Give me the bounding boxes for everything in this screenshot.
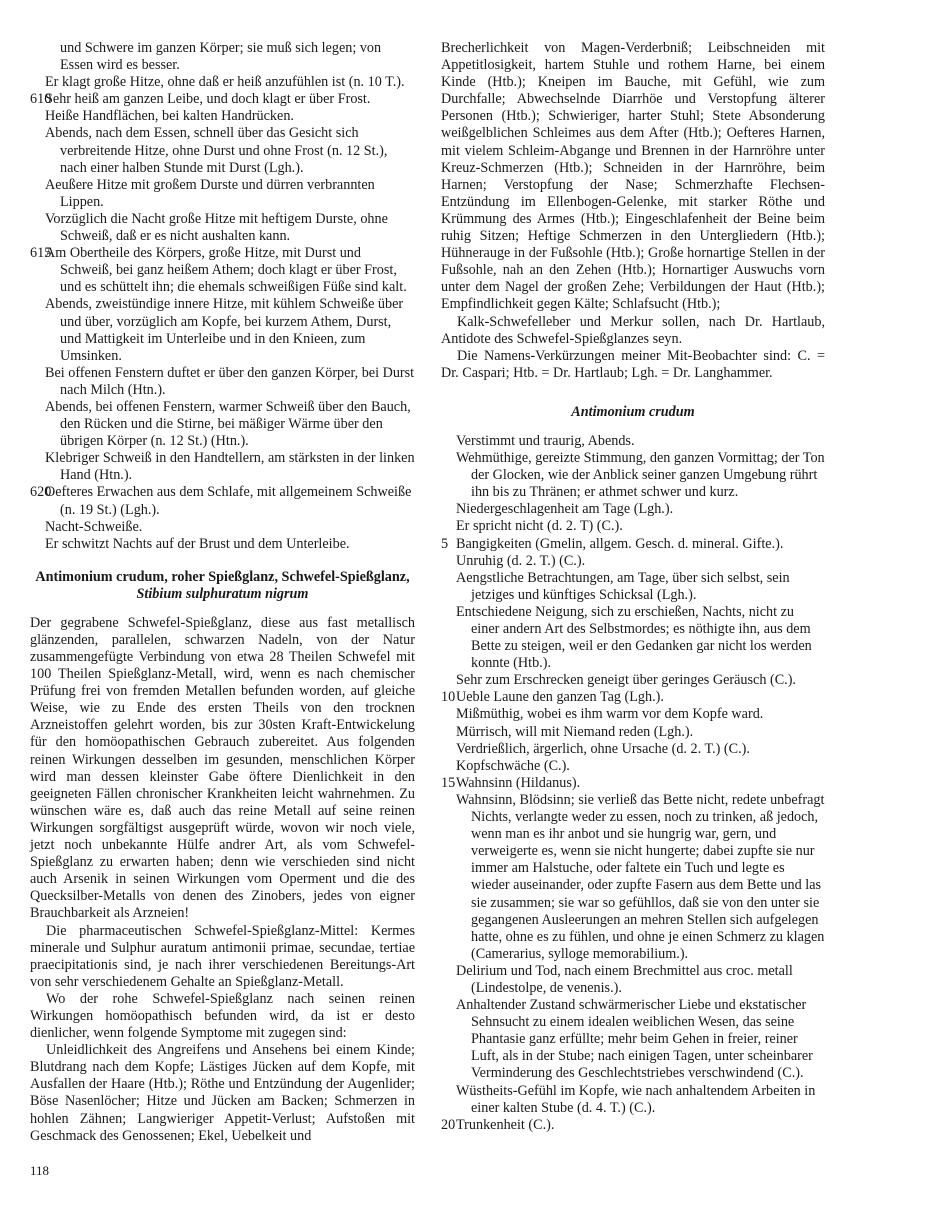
- paragraph: Unleidlichkeit des Angreifens und Ansehens bei einem Kinde; Blutdrang nach dem Kopfe; Lästiges Jücken auf dem Kopfe, mit Ausfallen der Haare (Htb.); Röthe und Entzündung der Augenlider; Böse Nasenlöcher; Hitze und Jücken am Backen; Schmerzen in hohlen Zähnen; Langwieriger Appetit-Verlust; Aufstoßen mit Geschmack des Genossenen; Ekel, Uebelkeit und: [30, 1042, 415, 1144]
- symptom-entry: [441, 741, 825, 758]
- paragraph: Brecherlichkeit von Magen-Verderbniß; Leibschneiden mit Appetitlosigkeit, hartem Stuhle und rothem Harne, bei einem Kinde (Htb.); Kneipen im Bauche, mit Gefühl, wie zum Durchfalle; Abwechselnde Diarrhöe und Verstopfung älterer Personen (Htb.); Schwieriger, harter Stuhl; Stete Absonderung weißgelblichen Schleimes aus dem After (Htb.); Oefteres Harnen, mit vielem Schleim-Abgange und Brennen in der Harnröhre unter Kreuz-Schmerzen (Htb.); Schneiden in der Harnröhre, beim Harnen; Verstopfung der Nase; Schmerzhafte Flechsen-Entzündung im Ellenbogen-Gelenke, mit starker Röthe und Krümmung des Armes (Htb.); Eingeschlafenheit der Beine beim ruhig Sitzen; Heftige Schmerzen in den Untergliedern (Htb.); Hühnerauge in der Fußsohle (Htb.); Große hornartige Stellen in der Fußsohle, nah an den Zehen (Htb.); Hornartiger Auswuchs vorn unter dem Nagel der großen Zehe; Verbildungen der Haut (Htb.); Empfindlichkeit gegen Kälte; Schlafsucht (Htb.);: [441, 40, 825, 313]
- paragraph: Die pharmaceutischen Schwefel-Spießglanz-Mittel: Kermes minerale und Sulphur auratum antimonii primae, secundae, tertiae praecipitationis sind, je nach ihrer verschiedenen Bereitungs-Art von sehr verschiedenem Gehalte an Spießglanz-Metall.: [30, 922, 415, 990]
- symptom-entry: [30, 40, 415, 74]
- symptom-text: Ueble Laune den ganzen Tag (Lgh.).: [456, 689, 664, 706]
- symptom-text: Kopfschwäche (C.).: [456, 757, 570, 774]
- symptom-text: Oefteres Erwachen aus dem Schlafe, mit allgemeinem Schweiße (n. 19 St.) (Lgh.).: [45, 484, 412, 518]
- symptom-entry: [441, 536, 825, 553]
- symptom-text: Klebriger Schweiß in den Handtellern, am stärksten in der linken Hand (Htn.).: [45, 450, 415, 484]
- symptom-text: Wahnsinn (Hildanus).: [456, 774, 581, 791]
- intro-text-continued: [441, 40, 825, 382]
- symptom-text: Mürrisch, will mit Niemand reden (Lgh.).: [456, 723, 694, 740]
- symptom-entry: [441, 433, 825, 450]
- symptom-entry: [441, 501, 825, 518]
- symptom-entry: [441, 997, 825, 1082]
- symptom-text: Aengstliche Betrachtungen, am Tage, über sich selbst, sein jetziges und künftiges Schicksal (Lgh.).: [456, 569, 790, 603]
- symptom-text: Anhaltender Zustand schwärmerischer Liebe und ekstatischer Sehnsucht zu einem idealen weiblichen Wesen, das seine Phantasie ganz erfüllte; mehr beim Gehen in freier, reiner Luft, als in der Stube; nach einigen Tagen, unter scheinbarer Verminderung des Geschlechtstriebes verschwindend (C.).: [456, 997, 813, 1082]
- symptom-text: Bei offenen Fenstern duftet er über den ganzen Körper, bei Durst nach Milch (Htn.).: [45, 364, 415, 398]
- symptom-text: Abends, bei offenen Fenstern, warmer Schweiß über den Bauch, den Rücken und die Stirne, bei mäßiger Wärme über den übrigen Körper (n. 12 St.) (Htn.).: [45, 398, 411, 450]
- symptom-text: Er klagt große Hitze, ohne daß er heiß anzufühlen ist (n. 10 T.).: [45, 74, 405, 91]
- symptom-entry: [441, 758, 825, 775]
- section-heading-line-1: Antimonium crudum, roher Spießglanz, Schwefel-Spießglanz,: [35, 568, 410, 585]
- symptom-number: 620: [30, 484, 52, 501]
- page-number: 118: [30, 1163, 50, 1178]
- symptom-entry: [30, 296, 415, 364]
- symptom-list: [441, 433, 825, 1134]
- symptom-entry: [441, 1083, 825, 1117]
- symptom-text: Am Obertheile des Körpers, große Hitze, mit Durst und Schweiß, bei ganz heißem Athem; doch klagt er über Frost, und es schüttelt ihn; die ehemals schweißigen Füße sind kalt.: [45, 245, 407, 296]
- symptom-text: Wüstheits-Gefühl im Kopfe, wie nach anhaltendem Arbeiten in einer kalten Stube (d. 4. T.) (C.).: [456, 1082, 816, 1116]
- symptom-text: Abends, zweistündige innere Hitze, mit kühlem Schweiße über und über, vorzüglich am Kopfe, bei kurzem Athem, Durst, und Mattigkeit im Unterleibe und in den Knieen, zum Umsinken.: [45, 296, 404, 364]
- symptom-entry: [30, 450, 415, 484]
- symptom-text: Aeußere Hitze mit großem Durste und dürren verbrannten Lippen.: [45, 176, 375, 210]
- symptom-text: Sehr heiß am ganzen Leibe, und doch klagt er über Frost.: [45, 91, 371, 108]
- symptom-text: Delirium und Tod, nach einem Brechmittel aus croc. metall (Lindestolpe, de venenis.).: [456, 962, 793, 996]
- symptom-entry: [30, 74, 415, 91]
- symptom-entry: [441, 450, 825, 501]
- symptom-number: 10: [441, 689, 456, 706]
- symptom-entry: [30, 399, 415, 450]
- symptom-text: Niedergeschlagenheit am Tage (Lgh.).: [456, 501, 674, 518]
- symptom-text: Wehmüthige, gereizte Stimmung, den ganzen Vormittag; der Ton der Glocken, wie der Anblick seiner ganzen Umgebung rührt ihn bis zu Thränen; er athmet schwer und kurz.: [456, 450, 825, 501]
- symptom-number: 610: [30, 91, 52, 108]
- symptom-entry: [30, 365, 415, 399]
- symptom-text: und Schwere im ganzen Körper; sie muß sich legen; von Essen wird es besser.: [60, 40, 382, 74]
- symptom-text: Heiße Handflächen, bei kalten Handrücken.: [45, 108, 294, 125]
- symptom-text: Abends, nach dem Essen, schnell über das Gesicht sich verbreitende Hitze, ohne Durst und ohne Frost (n. 12 St.), nach einer halben Stunde mit Durst (Lgh.).: [45, 125, 388, 176]
- symptom-text: Verstimmt und traurig, Abends.: [456, 432, 635, 449]
- symptom-entry: [441, 792, 825, 963]
- section-heading: [30, 569, 415, 603]
- symptom-text: Vorzüglich die Nacht große Hitze mit heftigem Durste, ohne Schweiß, daß er es nicht aushalten kann.: [45, 210, 388, 245]
- symptom-entry: [30, 211, 415, 245]
- symptom-list-top: [30, 40, 415, 553]
- symptom-entry: [30, 536, 415, 553]
- paragraph: Der gegrabene Schwefel-Spießglanz, diese aus fast metallisch glänzenden, parallelen, schwarzen Nadeln, von der Natur zusammengefügte Verbindung von etwa 28 Theilen Schwefel mit 100 Theilen Spießglanz-Metall, wird, wenn es nach chemischer Prüfung frei von fremden Metallen befunden worden, auf gleiche Weise, wie zu Ende des ersten Theils von den trocknen Arzneistoffen gelehrt worden, bis zur 30sten Kraft-Entwickelung für den homöopathischen Gebrauch zubereitet. Aus folgenden reinen Wirkungen desselben im gesunden, menschlichen Körper wird man dessen kleinster Gabe öftere Dienlichkeit in den geeigneten Fällen chronischer Krankheiten leicht wahrnehmen. Zu wünschen wäre es, daß auch das reine Metall auf seine reinen Wirkungen sorgfältigst ausgeprüft würde, wovon wir noch viele, jetzt noch unbekannte Hülfe andrer Art, als vom Schwefel-Spießglanz zu erwarten haben; denn wie verschieden sind nicht auch Arsenik in seinen Wirkungen vom Operment und die des Quecksilber-Metalls von denen des Zinobers, jedes von eigner Brauchbarkeit als Arzneien!: [30, 614, 415, 922]
- symptom-entry: [30, 177, 415, 211]
- symptom-text: Wahnsinn, Blödsinn; sie verließ das Bette nicht, redete unbefragt Nichts, verlangte weder zu essen, noch zu trinken, aß jedoch, wenn man es ihr anbot und sie hungrig war, gern, und verweigerte es, wenn sie nicht hungerte; dabei zupfte sie nur immer am Halstuche, oder faltete ein Tuch und legte es wieder auseinander, oder zupfte Fasern aus dem Bette und las sie zusammen; sie war so gefühllos, daß sie von den unter sie gegangenen Ausleerungen an mehren Stellen sich aufgelegen hatte, ohne es zu fühlen, und ohne je einen Schmerz zu klagen (Camerarius, sylloge memorabilium.).: [456, 791, 825, 962]
- symptom-entry: [441, 604, 825, 672]
- symptom-text: Trunkenheit (C.).: [456, 1116, 555, 1133]
- symptom-text: Bangigkeiten (Gmelin, allgem. Gesch. d. mineral. Gifte.).: [456, 535, 784, 552]
- symptom-text: Unruhig (d. 2. T.) (C.).: [456, 552, 586, 569]
- symptom-entry: [441, 775, 825, 792]
- symptom-number: 5: [441, 535, 449, 552]
- symptom-entry: [30, 108, 415, 125]
- symptom-entry: [441, 570, 825, 604]
- paragraph: Wo der rohe Schwefel-Spießglanz nach seinen reinen Wirkungen homöopathisch befunden wird, da ist er desto dienlicher, wenn folgende Symptome mit zugegen sind:: [30, 990, 415, 1042]
- symptom-text: Er spricht nicht (d. 2. T) (C.).: [456, 518, 623, 535]
- symptom-entry: [30, 91, 415, 108]
- symptom-entry: [441, 672, 825, 689]
- section-heading-line-2: Stibium sulphuratum nigrum: [136, 585, 309, 602]
- paragraph: Kalk-Schwefelleber und Merkur sollen, nach Dr. Hartlaub, Antidote des Schwefel-Spießglanzes seyn.: [441, 313, 825, 347]
- symptom-number: 615: [30, 245, 52, 262]
- symptom-entry: [441, 963, 825, 997]
- symptom-number: 20: [441, 1116, 456, 1133]
- symptom-text: Verdrießlich, ärgerlich, ohne Ursache (d. 2. T.) (C.).: [456, 740, 750, 757]
- symptom-entry: [30, 484, 415, 518]
- right-column: [441, 40, 825, 1134]
- symptom-entry: [30, 245, 415, 296]
- symptom-number: 15: [441, 774, 456, 791]
- symptom-entry: [30, 125, 415, 176]
- symptom-text: Er schwitzt Nachts auf der Brust und dem Unterleibe.: [45, 535, 350, 552]
- paragraph: Die Namens-Verkürzungen meiner Mit-Beobachter sind: C. = Dr. Caspari; Htb. = Dr. Hartlaub; Lgh. = Dr. Langhammer.: [441, 347, 825, 381]
- symptom-text: Sehr zum Erschrecken geneigt über geringes Geräusch (C.).: [456, 672, 796, 689]
- symptom-entry: [441, 518, 825, 535]
- section-heading: Antimonium crudum: [571, 403, 695, 420]
- symptom-text: Entschiedene Neigung, sich zu erschießen, Nachts, nicht zu einer andern Art des Selbstmordes; es nöthigte ihn, aus dem Bette zu steigen, weil er den Gedanken gar nicht los werden konnte (Htb.).: [456, 603, 812, 672]
- symptom-entry: [441, 706, 825, 723]
- symptom-entry: [441, 724, 825, 741]
- left-column: [30, 40, 415, 1145]
- intro-text: [30, 615, 415, 1145]
- symptom-entry: [30, 519, 415, 536]
- symptom-text: Mißmüthig, wobei es ihm warm vor dem Kopfe ward.: [456, 706, 764, 723]
- symptom-entry: [441, 689, 825, 706]
- symptom-entry: [441, 553, 825, 570]
- symptom-entry: [441, 1117, 825, 1134]
- symptom-text: Nacht-Schweiße.: [45, 518, 143, 535]
